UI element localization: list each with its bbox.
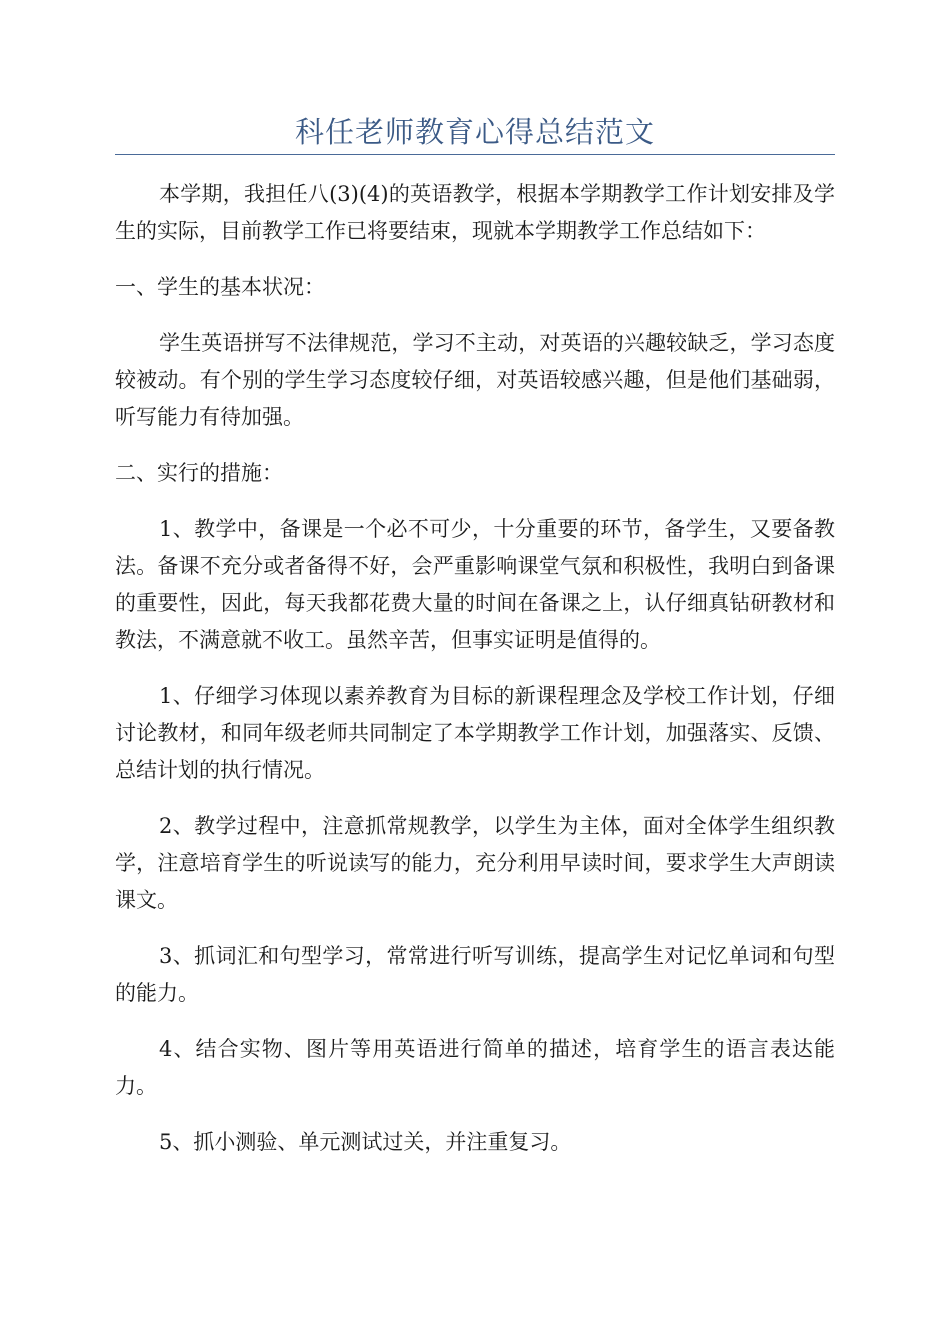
- paragraph-measure-2: 2、教学过程中，注意抓常规教学，以学生为主体，面对全体学生组织教学，注意培育学生的听说读写的能力，充分利用早读时间，要求学生大声朗读课文。: [115, 814, 835, 912]
- paragraph-student-status: 学生英语拼写不法律规范，学习不主动，对英语的兴趣较缺乏，学习态度较被动。有个别的学生学习态度较仔细，对英语较感兴趣，但是他们基础弱，听写能力有待加强。: [115, 331, 835, 429]
- document-title: 科任老师教育心得总结范文: [294, 115, 655, 149]
- document-body: [115, 176, 835, 1180]
- paragraph-intro: 本学期，我担任八(3)(4)的英语教学，根据本学期教学工作计划安排及学生的实际，目前教学工作已将要结束，现就本学期教学工作总结如下：: [115, 182, 835, 243]
- section-heading-student-status: 一、学生的基本状况：: [115, 275, 325, 299]
- paragraph-measure-5: 5、抓小测验、单元测试过关，并注重复习。: [159, 1130, 572, 1154]
- title-underline: [115, 154, 835, 155]
- paragraph-measure-lesson-prep: 1、教学中，备课是一个必不可少，十分重要的环节，备学生，又要备教法。备课不充分或者备得不好，会严重影响课堂气氛和积极性，我明白到备课的重要性，因此，每天我都花费大量的时间在备课之上，认仔细真钻研教材和教法，不满意就不收工。虽然辛苦，但事实证明是值得的。: [115, 517, 835, 652]
- paragraph-measure-1: 1、仔细学习体现以素养教育为目标的新课程理念及学校工作计划，仔细讨论教材，和同年级老师共同制定了本学期教学工作计划，加强落实、反馈、总结计划的执行情况。: [115, 684, 835, 782]
- section-heading-measures: 二、实行的措施：: [115, 461, 283, 485]
- paragraph-measure-3: 3、抓词汇和句型学习，常常进行听写训练，提高学生对记忆单词和句型的能力。: [115, 944, 835, 1005]
- paragraph-measure-4: 4、结合实物、图片等用英语进行简单的描述，培育学生的语言表达能力。: [115, 1037, 835, 1098]
